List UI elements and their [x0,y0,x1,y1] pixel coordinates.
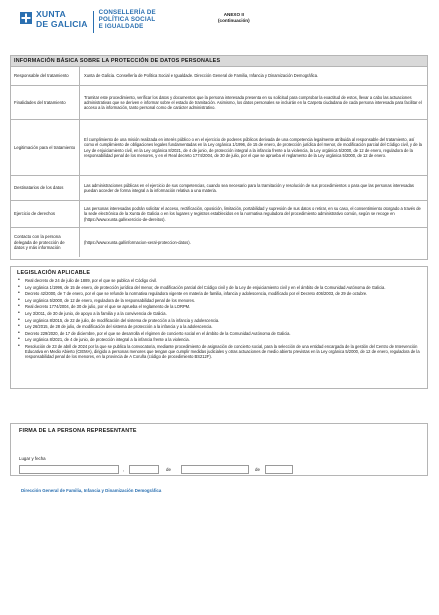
signature-title: FIRMA DE LA PERSONA REPRESENTANTE [19,428,137,434]
legislation-title: LEGISLACIÓN APLICABLE [17,270,91,276]
xunta-cross-icon [20,12,32,24]
legislation-item: • Decreto 42/2000, de 7 de enero, por el que se refunde la normativa reguladora vigente en materia de familia, infancia y adolescencia, modificado por el Decreto 406/2003, de 29 de octubre. [17,291,421,296]
data-protection-row [11,85,427,119]
legislation-item: • Real decreto 1774/2004, de 30 de julio, por el que se aprueba el reglamento de la LORPM. [17,304,421,309]
day-input[interactable] [129,465,159,474]
row-value: Las personas interesadas podrán solicitar el acceso, rectificación, oposición, limitación, portabilidad y supresión de sus datos o retirar, en su caso, el consentimiento otorgado a través de la sede electrónica de la Xunta de Galicia o en los lugares y registros establecidos en la normativa reguladora del procedimiento administrativo común, según se recoge en (https://www.xunta.gal/exercicio-de-dereitos). [79,201,427,227]
legislation-item: • Resolución de 23 de abril de 2024 por la que se publica la convocatoria, mediante procedimiento de asignación de concierto social, para la selección de una entidad encargada de la gestión del Centro de Intervención Educativa en Medio Abierto (CIEMA), dirigido a personas menores que tengan que cumplir medidas judiciales y otras actuaciones de medio abierto previstas en la Ley orgánica 5/2000, de 12 de enero, reguladora de la responsabilidad penal de los menores, en la provincia de A Coruña (código de procedimiento BS212F). [17,344,421,360]
date-separator-2: de [255,467,260,472]
footer-directorate: Dirección General de Familia, Infancia y Dinamización Demográfica [21,488,162,493]
annex-title: ANEXO II [223,12,244,17]
row-label: Finalidades del tratamiento [14,99,66,105]
legislation-section [10,266,428,389]
year-input[interactable] [265,465,293,474]
place-separator: , [123,467,125,472]
logo-line-1: XUNTA [36,9,66,19]
signature-section [10,423,428,476]
legislation-item: • Decreto 229/2020, de 17 de diciembre, por el que se desarrolla el régimen de concierto social en el ámbito de la Comunidad Autónoma de Galicia. [17,331,421,336]
row-label: Contacto con la persona delegada de protección de datos y más información [14,234,65,251]
row-value: (https://www.xunta.gal/informacion-xeral-proteccion-datos). [79,228,427,257]
date-separator-1: de [166,467,171,472]
legislation-item: • Real decreto de 24 de julio de 1889, por el que se publica el Código civil. [17,278,421,283]
department-line-2: POLÍTICA SOCIAL [98,15,156,23]
data-protection-section [10,55,428,260]
document-header [20,10,420,44]
place-input[interactable] [19,465,119,474]
legislation-item: • Ley orgánica 8/2021, de 4 de junio, de protección integral a la infancia frente a la violencia. [17,337,421,342]
data-protection-title: INFORMACIÓN BÁSICA SOBRE LA PROTECCIÓN DE DATOS PERSONALES [11,56,427,66]
legislation-item: • Ley orgánica 1/1996, de 15 de enero, de protección jurídica del menor, de modificación parcial del Código civil y de la Ley de enjuiciamiento civil y en el ámbito de la Comunidad Autónoma de Galicia. [17,285,421,290]
xunta-logo [20,10,156,33]
row-value: Tramitar este procedimiento, verificar los datos y documentos que la persona interesada presenta en su solicitud para comprobar la exactitud de estos, llevar a cabo las actuaciones administrativas que se deriven e informar sobre el estado de tramitación. Asimismo, los datos personales se incluirán en la Carpeta ciudadana de cada persona interesada para facilitar el acceso a la información, tanto personal como de carácter administrativo. [79,86,427,119]
row-value: Xunta de Galicia. Consellería de Política Social e Igualdade. Dirección General de Familia, Infancia y Dinamización Demográfica. [79,67,427,85]
data-protection-row [11,175,427,200]
legislation-item: • Ley 26/2015, de 28 de julio, de modificación del sistema de protección a la infancia y a la adolescencia. [17,324,421,329]
row-value: El cumplimiento de una misión realizada en interés público o en el ejercicio de poderes públicos derivada de una competencia legalmente atribuida al responsable del tratamiento, así como el cumplimiento de obligaciones legales fundamentadas en la Ley orgánica 1/1996, de 15 de enero, de protección jurídica del menor, de modificación parcial del Código civil, y de la Ley de enjuiciamiento civil, en la Ley orgánica 8/2021, de 4 de junio, de protección integral a la infancia frente a la violencia, la Ley orgánica 5/2000, de 12 de enero, reguladora de la responsabilidad penal de los menores, y en el Real decreto 1774/2004, de 30 de julio, por el que se aprueba el reglamento de la Ley orgánica 5/2000, de 12 de enero. [79,120,427,175]
row-label: Responsable del tratamiento [14,73,69,79]
logo-wordmark [36,10,88,29]
legislation-item: • Ley orgánica 8/2015, de 22 de julio, de modificación del sistema de protección a la infancia y adolescencia. [17,318,421,323]
annex-heading [218,12,250,24]
logo-line-2: DE GALICIA [36,18,88,29]
logo-divider [93,11,94,33]
row-label: Destinatarios de los datos [14,185,64,191]
data-protection-row [11,66,427,85]
row-label: Legitimación para el tratamiento [14,144,76,150]
department-name [99,10,156,30]
legislation-item: • Ley orgánica 5/2000, de 12 de enero, reguladora de la responsabilidad penal de los menores. [17,298,421,303]
data-protection-row [11,227,427,257]
row-label: Ejercicio de derechos [14,211,56,217]
annex-subtitle: (continuación) [218,18,250,23]
data-protection-row [11,200,427,227]
department-line-3: E IGUALDADE [98,22,144,30]
row-value: Las administraciones públicas en el ejercicio de sus competencias, cuando sea necesario para la tramitación y resolución de sus procedimientos o para que las personas interesadas puedan acceder de forma integral a la información relativa a una materia. [79,176,427,200]
month-input[interactable] [181,465,249,474]
data-protection-row [11,119,427,175]
legislation-list [17,278,421,360]
place-date-label: Lugar y fecha [19,456,46,461]
legislation-item: • Ley 3/2011, de 30 de junio, de apoyo a la familia y a la convivencia de Galicia. [17,311,421,316]
department-line-1: CONSELLERÍA DE [98,9,156,16]
